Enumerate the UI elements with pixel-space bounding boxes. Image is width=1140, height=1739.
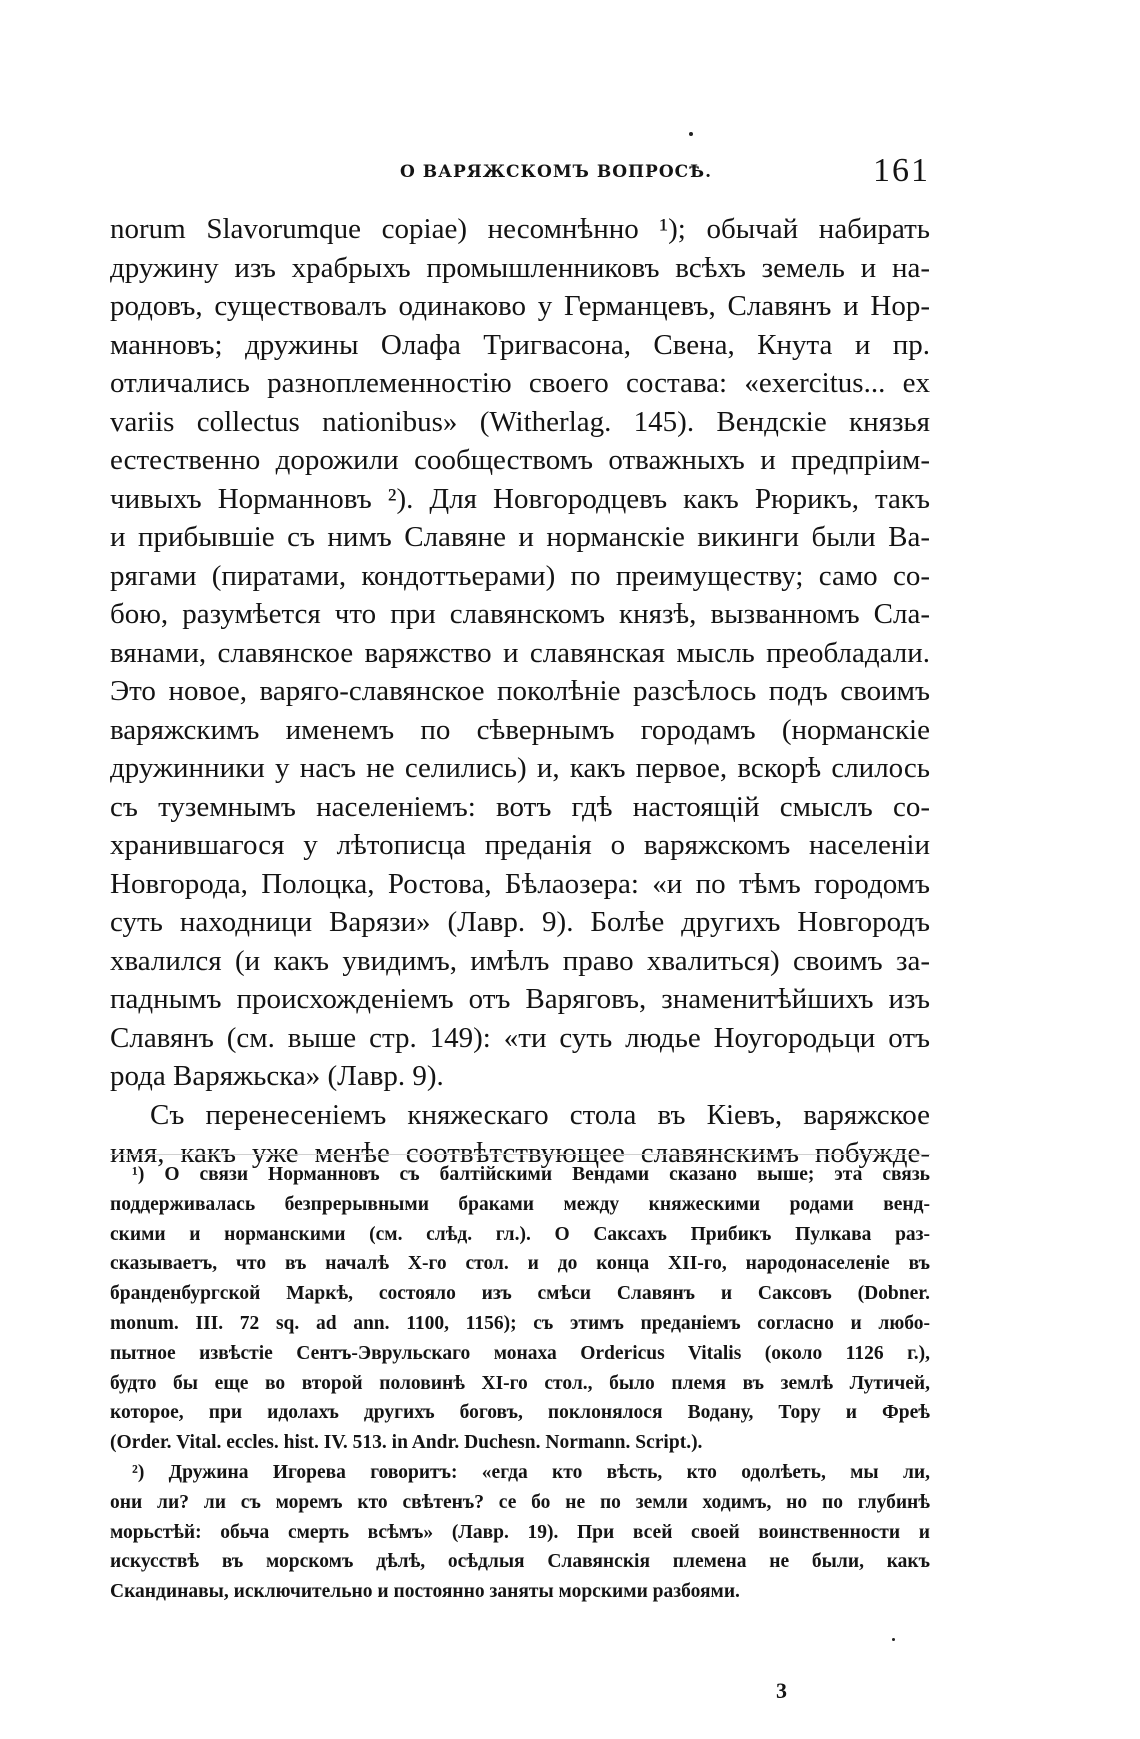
text-line: суть находници Варязи» (Лавр. 9). Болѣе другихъ Новгородъ <box>110 906 930 938</box>
footnote-line: сказываетъ, что въ началѣ X-го стол. и до конца XII-го, народонаселеніе въ <box>110 1253 930 1275</box>
text-line: дружинники у насъ не селились) и, какъ первое, вскорѣ слилось <box>110 752 930 784</box>
footnote-line: искусствѣ въ морскомъ дѣлѣ, осѣдлыя Славянскія племена не были, какъ <box>110 1551 930 1573</box>
text-line: вянами, славянское варяжство и славянская мысль преобладали. <box>110 636 930 669</box>
text-line: Съ перенесеніемъ княжескаго стола въ Кіевъ, варяжское <box>150 1098 930 1131</box>
text-line: чивыхъ Норманновъ ²). Для Новгородцевъ какъ Рюрикъ, такъ <box>110 482 930 515</box>
footnote-line: морьстѣй: обьча смерть всѣмъ» (Лавр. 19). При всей своей воинственности и <box>110 1521 930 1543</box>
scan-speck <box>689 132 693 136</box>
text-line: манновъ; дружины Олафа Тригвасона, Свена, Кнута и пр. <box>110 328 930 361</box>
text-line: Это новое, варяго-славянское поколѣніе разсѣлось подъ своимъ <box>110 675 930 707</box>
text-line: norum Slavorumque copiae) несомнѣнно ¹); обычай набирать <box>110 213 930 245</box>
text-line: хранившагося у лѣтописца преданія о варяжскомъ населеніи <box>110 829 930 861</box>
text-line: отличались разноплеменностію своего состава: «exercitus... ex <box>110 367 930 399</box>
footnote-line: будто бы еще во второй половинѣ XI-го стол., было племя въ землѣ Лутичей, <box>110 1372 930 1394</box>
text-line: съ туземнымъ населеніемъ: вотъ гдѣ настоящій смыслъ со- <box>110 790 930 823</box>
scan-speck <box>892 1638 895 1641</box>
footnote-line: Скандинавы, исключительно и постоянно заняты морскими разбоями. <box>110 1581 740 1603</box>
text-line: дружину изъ храбрыхъ промышленниковъ всѣхъ земель и на- <box>110 251 930 284</box>
text-line: родовъ, существовалъ одинаково у Германцевъ, Славянъ и Нор- <box>110 290 930 322</box>
text-line: имя, какъ уже менѣе соотвѣтствующее славянскимъ побужде- <box>110 1137 930 1169</box>
text-line: рягами (пиратами, кондоттьерами) по преимуществу; само со- <box>110 559 930 592</box>
footnote-line: ²) Дружина Игорева говоритъ: «егда кто вѣсть, кто одолѣеть, мы ли, <box>132 1461 930 1483</box>
text-line: variis collectus nationibus» (Witherlag. 145). Вендскіе князья <box>110 405 930 438</box>
text-line: бою, разумѣется что при славянскомъ князѣ, вызванномъ Сла- <box>110 598 930 630</box>
text-line: естественно дорожили сообществомъ отважныхъ и предпріим- <box>110 444 930 476</box>
text-line: варяжскимъ именемъ по сѣвернымъ городамъ (норманскіе <box>110 713 930 746</box>
footnote-line: monum. III. 72 sq. ad ann. 1100, 1156); съ этимъ преданіемъ согласно и любо- <box>110 1312 930 1334</box>
footnote-line: которое, при идолахъ другихъ боговъ, поклонялося Водану, Тору и Фреѣ <box>110 1402 930 1424</box>
footnote-line: они ли? ли съ моремъ кто свѣтенъ? се бо не по земли ходимъ, но по глубинѣ <box>110 1491 930 1513</box>
running-title: О ВАРЯЖСКОМЪ ВОПРОСѢ. <box>400 162 713 182</box>
main-text <box>110 210 930 1173</box>
footnote-divider <box>110 1154 930 1155</box>
text-line: Новгорода, Полоцка, Ростова, Бѣлаозера: «и по тѣмъ городомъ <box>110 867 930 900</box>
footnote-line: бранденбургской Маркѣ, состояло изъ смѣси Славянъ и Саксовъ (Dobner. <box>110 1283 930 1305</box>
page-number: 161 <box>873 152 930 189</box>
signature-mark: 3 <box>776 1678 787 1703</box>
footnote-line: скими и норманскими (см. слѣд. гл.). О Саксахъ Прибикъ Пулкава раз- <box>110 1223 930 1245</box>
footnote-line: поддерживалась безпрерывными браками между княжескими родами венд- <box>110 1193 930 1215</box>
text-line: Славянъ (см. выше стр. 149): «ти суть людье Ноугородьци отъ <box>110 1021 930 1054</box>
text-line: рода Варяжьска» (Лавр. 9). <box>110 1060 444 1092</box>
page-header <box>110 148 930 198</box>
footnote-line: пытное извѣстіе Сентъ-Эврульскаго монаха Ordericus Vitalis (около 1126 г.), <box>110 1342 930 1364</box>
text-line: и прибывшіе съ нимъ Славяне и норманскіе викинги были Ва- <box>110 521 930 553</box>
footnote-line: ¹) О связи Норманновъ съ балтійскими Вендами сказано выше; эта связь <box>132 1164 930 1185</box>
text-line: хвалился (и какъ увидимъ, имѣлъ право хвалиться) своимъ за- <box>110 944 930 977</box>
footnote-line: (Order. Vital. eccles. hist. IV. 513. in Andr. Duchesn. Normann. Script.). <box>110 1432 703 1454</box>
footnotes <box>110 1160 930 1607</box>
text-line: паднымъ происхожденіемъ отъ Варяговъ, знаменитѣйшихъ изъ <box>110 983 930 1015</box>
